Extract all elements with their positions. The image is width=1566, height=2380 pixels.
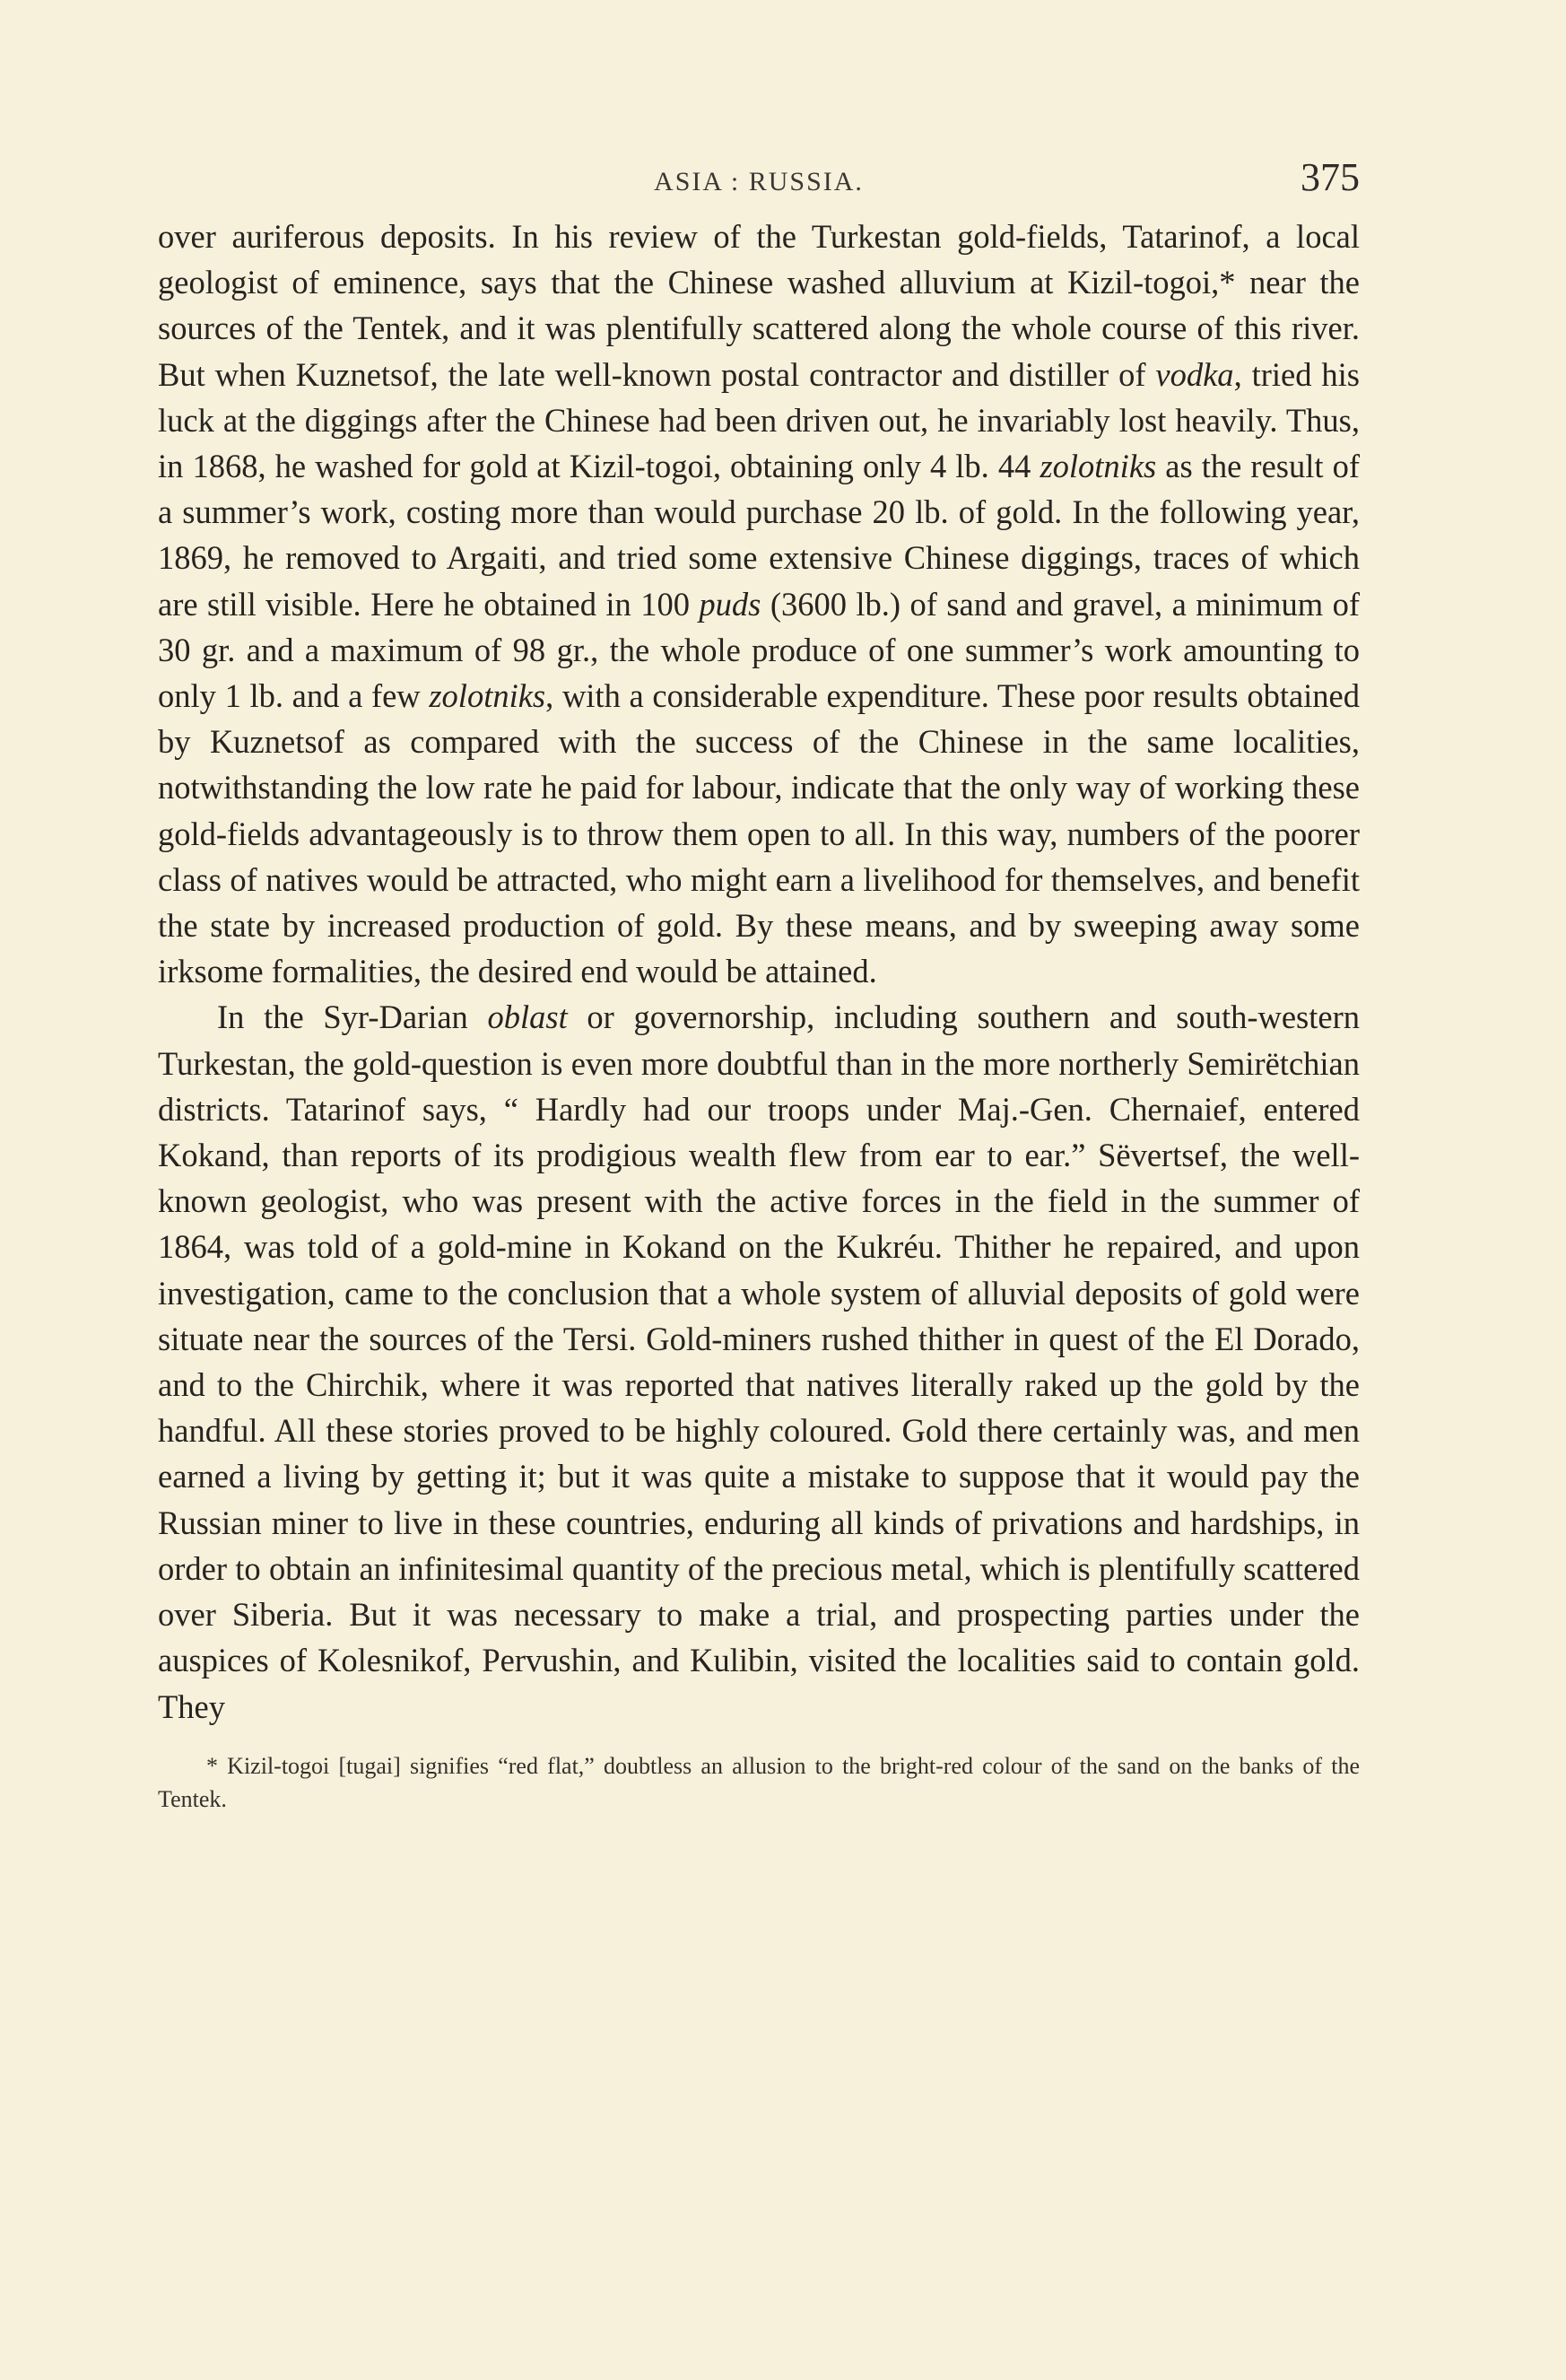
- text-run: (3600 lb.) of sand and gravel, a minimum of 30 gr. and a maximum of 98 gr., the whole produce of one summer’s work amounting to only 1 lb. and a few: [158, 585, 1360, 715]
- text-run: In the Syr-Darian: [217, 998, 488, 1036]
- paragraph-2: [158, 994, 1360, 1729]
- page-header: [158, 153, 1360, 206]
- book-page: [158, 153, 1360, 1816]
- body-text: [158, 214, 1360, 1730]
- text-run: , tried his luck at the diggings after the Chinese had been driven out, he invariably lost heavily. Thus, in 1868, he washed for gold at Kizil-togoi, obtaining only 4 lb. 44: [158, 355, 1361, 485]
- page-number: 375: [1301, 155, 1360, 199]
- italic-term: oblast: [487, 998, 568, 1036]
- text-run: , with a considerable expenditure. These poor results obtained by Kuznetsof as compared with the success of the Chinese in the same localities, notwithstanding the low rate he paid for labour, indicate that the only way of working these gold-fields advantageously is to throw them open to all. In this way, numbers of the poorer class of natives would be attracted, who might earn a livelihood for themselves, and benefit the state by increased production of gold. By these means, and by sweeping away some irksome formalities, the desired end would be attained.: [158, 677, 1360, 990]
- italic-term: vodka: [1155, 355, 1234, 393]
- running-head: ASIA : RUSSIA.: [654, 167, 864, 196]
- footnote: * Kizil-togoi [tugai] signifies “red flat,” doubtless an allusion to the bright-red colour of the sand on the banks of the Tentek.: [158, 1752, 1360, 1812]
- text-run: or governorship, including southern and south-western Turkestan, the gold-question is even more doubtful than in the more northerly Semirëtchian districts. Tatarinof says, “ Hardly had our troops under Maj.-Gen. Chernaief, entered Kokand, than reports of its prodigious wealth flew from ear to ear.” Sëvertsef, the well-known geologist, who was present with the active forces in the field in the summer of 1864, was told of a gold-mine in Kokand on the Kukréu. Thither he repaired, and upon investigation, came to the conclusion that a whole system of alluvial deposits of gold were situate near the sources of the Tersi. Gold-miners rushed thither in quest of the El Dorado, and to the Chirchik, where it was reported that natives literally raked up the gold by the handful. All these stories proved to be highly coloured. Gold there certainly was, and men earned a living by getting it; but it was quite a mistake to suppose that it would pay the Russian miner to live in these countries, enduring all kinds of privations and hardships, in order to obtain an infinitesimal quantity of the precious metal, which is plentifully scattered over Siberia. But it was necessary to make a trial, and prospecting parties under the auspices of Kolesnikof, Pervushin, and Kulibin, visited the localities said to contain gold. They: [158, 998, 1360, 1725]
- italic-term: zolotniks: [1040, 448, 1157, 485]
- text-run: over auriferous deposits. In his review of the Turkestan gold-fields, Tatarinof, a local geologist of eminence, says that the Chinese washed alluvium at Kizil-togoi,* near the sources of the Tentek, and it was plentifully scattered along the whole course of this river. But when Kuznetsof, the late well-known postal contractor and distiller of: [158, 218, 1360, 393]
- italic-term: zolotniks: [429, 677, 546, 715]
- paragraph-1: [158, 214, 1360, 994]
- text-run: as the result of a summer’s work, costing more than would purchase 20 lb. of gold. In the following year, 1869, he removed to Argaiti, and tried some extensive Chinese diggings, traces of which are still visible. Here he obtained in 100: [158, 448, 1360, 623]
- italic-term: puds: [699, 585, 761, 623]
